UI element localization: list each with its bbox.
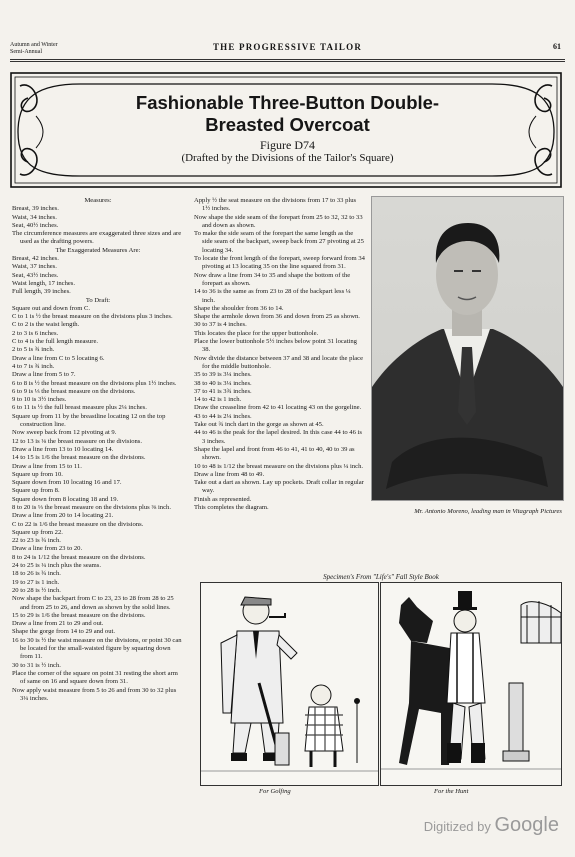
text-line: Now shape the backpart from C to 23, 23 to 28 from 28 to 25 and from 25 to 26, and down as shown by the solid lines.	[12, 595, 174, 611]
text-line: This completes the diagram.	[194, 503, 269, 511]
text-line: Shape the armhole down from 36 and down from 25 as shown.	[194, 313, 360, 321]
text-line: Draw a line from 23 to 20.	[12, 545, 83, 553]
text-line: 19 to 27 is 1 inch.	[12, 578, 60, 586]
text-line: 9 to 10 is 3½ inches.	[12, 396, 67, 404]
text-line: Waist, 37 inches.	[12, 263, 57, 271]
text-line: Breast, 39 inches.	[12, 205, 59, 213]
text-line: 15 to 29 is 1/6 the breast measure on the divisions.	[12, 611, 146, 619]
text-line: 20 to 28 is ½ inch.	[12, 586, 61, 594]
hunt-cartoon	[380, 582, 562, 786]
text-line: 16 to 30 is ½ the waist measure on the divisions, or point 30 can be located for the small-waisted figure by squaring down from 11.	[12, 636, 182, 661]
digitized-by-google-watermark	[424, 814, 559, 837]
text-line: 14 to 36 is the same as from 23 to 28 of the backpart less ¼ inch.	[194, 288, 351, 304]
figure-label: Figure D74	[260, 138, 315, 152]
instructions-column-1	[12, 197, 184, 703]
text-line: Shape the lapel and front from 46 to 41, 41 to 40, 40 to 39 as shown.	[194, 445, 355, 462]
text-line: Shape the gorge from 14 to 29 and out.	[12, 628, 115, 636]
text-line: Square down from 8 locating 18 and 19.	[12, 495, 119, 503]
hunt-caption: For the Hunt	[434, 788, 469, 795]
text-line: 44 to 46 is the peak for the lapel desired. In this case 44 to 46 is 3 inches.	[194, 429, 362, 445]
text-line: 38 to 40 is 3¼ inches.	[194, 379, 252, 387]
section-heading-to-draft: To Draft:	[85, 296, 111, 304]
text-line: 18 to 26 is ¾ inch.	[12, 570, 61, 578]
text-line: Finish as represented.	[194, 495, 252, 503]
text-line: 12 to 13 is ⅛ the breast measure on the divisions.	[12, 437, 143, 445]
text-line: 2 to 3 is 6 inches.	[12, 329, 59, 337]
text-line: Seat, 43½ inches.	[12, 271, 59, 279]
text-line: The circumference measures are exaggerated three sizes and are used as the drafting powers.	[12, 230, 182, 246]
article-title-line-1: Fashionable Three-Button Double-	[135, 92, 440, 113]
text-line: 35 to 39 is 3¼ inches.	[194, 371, 252, 379]
text-line: 10 to 48 is 1/12 the breast measure on the divisions plus ¼ inch.	[194, 462, 364, 470]
running-head-title: THE PROGRESSIVE TAILOR	[212, 42, 363, 52]
text-line: Draw a line from 48 to 49.	[194, 470, 265, 478]
text-line: 8 to 20 is ⅓ the breast measure on the divisions plus ⅜ inch.	[12, 503, 171, 511]
digitized-by-text: Digitized by	[423, 819, 495, 834]
text-line: Full length, 39 inches.	[12, 288, 71, 296]
drafted-subtitle: (Drafted by the Divisions of the Tailor's Square)	[181, 152, 394, 164]
text-line: Take out a dart as shown. Lay up pockets. Draft collar in regular way.	[194, 479, 364, 495]
text-line: Square out and down from C.	[12, 304, 91, 312]
instructions-column-2	[194, 197, 365, 512]
text-line: 14 to 15 is 1/6 the breast measure on the divisions.	[12, 454, 146, 462]
text-line: 2 to 5 is ¾ inch.	[12, 346, 55, 354]
header-rule-2	[10, 61, 565, 62]
portrait-photo	[371, 196, 564, 501]
text-line: Draw a line from 21 to 29 and out.	[12, 620, 104, 628]
text-line: Shape the shoulder from 36 to 14.	[194, 304, 284, 312]
text-line: Draw a line from 20 to 14 locating 21.	[12, 512, 114, 520]
text-line: Draw a line from 13 to 10 locating 14.	[12, 445, 114, 453]
text-line: Place the corner of the square on point 31 resting the short arm of same on 16 and square down from 31.	[12, 669, 178, 686]
text-line: 24 to 25 is ¼ inch plus the seams.	[12, 562, 102, 570]
text-line: 6 to 11 is ½ the full breast measure plus 2¼ inches.	[12, 404, 147, 412]
text-line: 37 to 41 is 3¾ inches.	[194, 387, 252, 395]
text-line: Now divide the distance between 37 and 38 and locate the place for the middle buttonhole.	[194, 354, 363, 370]
text-line: Place the lower buttonhole 5½ inches below point 31 locating 38.	[194, 338, 357, 354]
article-title	[0, 92, 575, 136]
google-logo-text: Google	[494, 814, 559, 836]
text-line: 22 to 23 is ¾ inch.	[12, 537, 61, 545]
text-line: Square up from 8.	[12, 487, 60, 495]
text-line: C to 22 is 1/6 the breast measure on the divisions.	[12, 520, 144, 528]
text-line: 4 to 7 is ¾ inch.	[12, 362, 55, 370]
text-line: Draw the creaseline from 42 to 41 locating 43 on the gorgeline.	[194, 404, 362, 412]
text-line: Square up from 11 by the breastline locating 12 on the top construction line.	[12, 412, 166, 429]
text-line: 6 to 8 is ½ the breast measure on the divisions plus 1½ inches.	[12, 379, 177, 387]
text-line: Seat, 40½ inches.	[12, 221, 59, 229]
text-line: This locates the place for the upper buttonhole.	[194, 329, 319, 337]
text-line: Draw a line from 5 to 7.	[12, 371, 76, 379]
text-line: Breast, 42 inches.	[12, 255, 59, 263]
text-line: Waist length, 17 inches.	[12, 279, 76, 287]
text-line: Now shape the side seam of the forepart from 25 to 32, 32 to 33 and down as shown.	[194, 213, 363, 229]
text-line: 30 to 31 is ½ inch.	[12, 661, 61, 669]
text-line: C to 1 is ½ the breast measure on the divisions plus 3 inches.	[12, 313, 173, 321]
header-rule	[10, 59, 565, 60]
text-line: Square down from 10 locating 16 and 17.	[12, 479, 122, 487]
text-line: Draw a line from 15 to 11.	[12, 462, 82, 470]
text-line: 14 to 42 is 1 inch.	[194, 396, 242, 404]
portrait-illustration	[372, 197, 563, 500]
golfing-illustration	[201, 583, 378, 785]
text-line: Square up from 10.	[12, 470, 63, 478]
text-line: 30 to 37 is 4 inches.	[194, 321, 247, 329]
text-line: Square up from 22.	[12, 528, 63, 536]
text-line: Now apply waist measure from 5 to 26 and from 30 to 32 plus 3¼ inches.	[12, 686, 177, 702]
text-line: C to 4 is the full length measure.	[12, 338, 99, 346]
section-heading-measures: Measures:	[84, 197, 112, 204]
running-head-left: Autumn and Winter Semi-Annual	[10, 42, 58, 55]
photo-caption: Mr. Antonio Moreno, leading man in Vitagraph Pictures	[414, 508, 562, 515]
text-line: Now sweep back from 12 pivoting at 9.	[12, 429, 117, 437]
golfing-caption: For Golfing	[259, 788, 291, 795]
text-line: Waist, 34 inches.	[12, 213, 57, 221]
text-line: Now draw a line from 34 to 35 and shape the bottom of the forepart as shown.	[194, 271, 351, 287]
text-line: 6 to 9 is ⅓ the breast measure on the divisions.	[12, 387, 136, 395]
hunt-illustration	[381, 583, 561, 785]
text-line: 43 to 44 is 2¼ inches.	[194, 412, 252, 420]
article-title-line-2: Breasted Overcoat	[205, 114, 370, 135]
text-line: To make the side seam of the forepart the same length as the side seam of the backpart, sweep back from 27 pivoting at 25 locating 34.	[194, 230, 364, 254]
section-heading-exaggerated: The Exaggerated Measures Are:	[55, 246, 141, 254]
golfing-cartoon	[200, 582, 379, 786]
page-number: 61	[553, 42, 561, 51]
text-line: Take out ¾ inch dart in the gorge as shown at 45.	[194, 421, 324, 429]
text-line: To locate the front length of the forepart, sweep forward from 34 pivoting at 13 locating 35 on the line squared from 31.	[194, 255, 365, 271]
text-line: C to 2 is the waist length.	[12, 321, 80, 329]
text-line: Draw a line from C to 5 locating 6.	[12, 354, 105, 362]
text-line: Apply ½ the seat measure on the divisions from 17 to 33 plus 1½ inches.	[194, 197, 357, 213]
text-line: 8 to 24 is 1/12 the breast measure on the divisions.	[12, 553, 146, 561]
specimen-heading: Specimen's From "Life's" Fall Style Book	[323, 573, 439, 581]
